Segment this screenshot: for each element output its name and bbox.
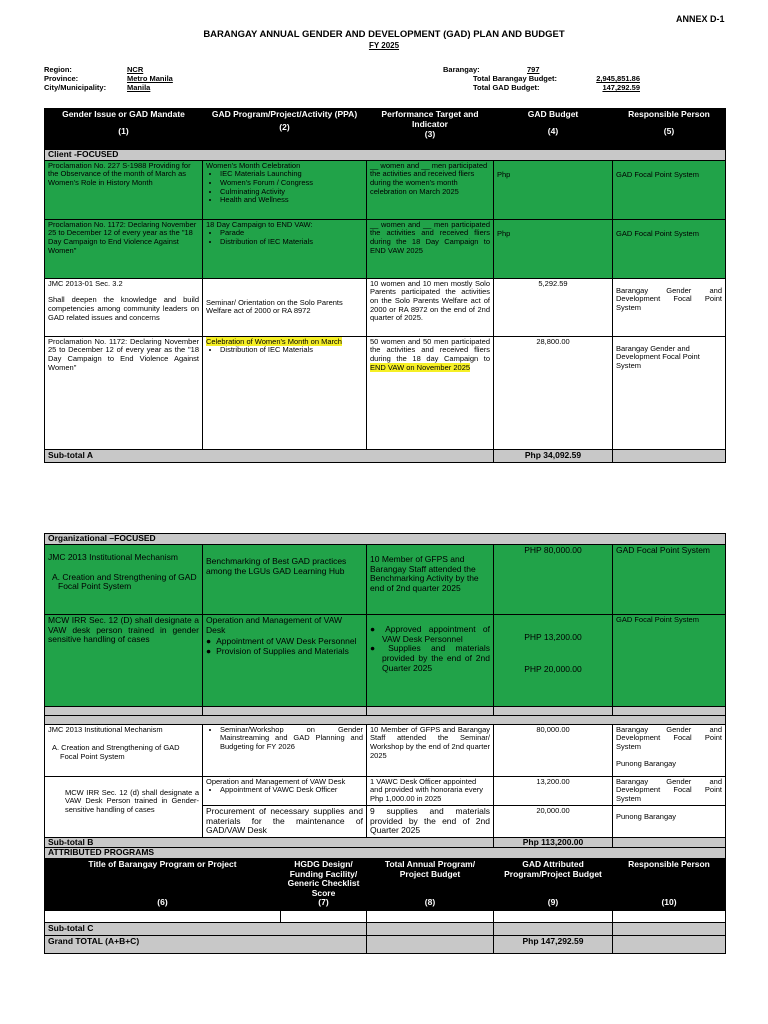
ppa-list: • Distribution of IEC Materials — [206, 346, 363, 355]
barangay-value: 797 — [527, 65, 540, 74]
subtotal-b-row: Sub-total B Php 113,200.00 — [45, 838, 726, 849]
table-row: Proclamation No. 1172: Declaring November 25 to December 12 of every year as the "18 Day Campaign to End Violence Against Women" Celebration of Women's Month on March • Distribution of IEC Materials 50 women and 50 men participated the activities and received fliers during the 18 day Campaign to END VAW on November 2025 28,800.00 Barangay Gender and Development Focal Point System — [45, 336, 726, 449]
table-row: Proclamation No. 1172: Declaring November 25 to December 12 of every year as the "18 Day Campaign to End Violence Against Women" 18 Day Campaign to END VAW: • Parade • Distribution of IEC Materials __ women and __ men participated the activities and received fliers during the 18 Day Campaign to END VAW 2025 Php GAD Focal Point System — [45, 219, 726, 278]
location-values — [127, 65, 173, 92]
organizational-focused-table — [44, 533, 726, 849]
header-ppa: GAD Program/Project/Activity (PPA) (2) — [203, 109, 367, 150]
location-labels: Region: Province: City/Municipality: — [44, 65, 107, 92]
ppa-list: • Seminar/Workshop on Gender Mainstreaming and GAD Planning and Budgeting for FY 2026 — [206, 726, 363, 752]
subtotal-a-row: Sub-total A Php 34,092.59 — [45, 449, 726, 462]
header-responsible: Responsible Person (5) — [613, 109, 726, 150]
barangay-label: Barangay: — [443, 65, 480, 74]
table-row: Procurement of necessary supplies and materials for the maintenance of GAD/VAW Desk 9 supplies and materials provided by the end of 2nd Quarter 2025 20,000.00 Punong Barangay — [45, 805, 726, 837]
province-value: Metro Manila — [127, 74, 173, 83]
ppa-list: ● Appointment of VAW Desk Personnel ● Provision of Supplies and Materials — [206, 637, 363, 657]
spacer-row — [45, 706, 726, 715]
table-row: MCW IRR Sec. 12 (D) shall designate a VAW desk person trained in gender sensitive handling of cases Operation and Management of VAW Desk ● Appointment of VAW Desk Personnel ● Provision of Supplies and Materials ● Approved appointment of VAW Desk Personnel ● Supplies and materials provided by the end of 2nd Quarter 2025 PHP 13,200.00 PHP 20,000.00 GAD Focal Point System — [45, 614, 726, 706]
budget-labels: Total Barangay Budget: Total GAD Budget: — [473, 74, 558, 92]
region-value: NCR — [127, 65, 144, 74]
table-row: Proclamation No. 227 S-1988 Providing for the Observance of the month of March as Women's Role in History Month Women's Month Celebration • IEC Materials Launching • Women's Forum / Congress • Culminating Activity • Health and Wellness __ women and __ men participated the activities and received fliers during the women's month celebration on March 2025 Php GAD Focal Point System — [45, 160, 726, 219]
ppa-list: • IEC Materials Launching • Women's Forum / Congress • Culminating Activity • Health and Wellness — [206, 170, 363, 205]
client-focused-table — [44, 108, 726, 463]
header-total-budget: Total Annual Program/ Project Budget (8) — [367, 858, 494, 910]
ppa-list: • Appointment of VAWC Desk Officer — [206, 786, 363, 795]
total-gad-budget: 147,292.59 — [602, 83, 640, 92]
document-title: BARANGAY ANNUAL GENDER AND DEVELOPMENT (GAD) PLAN AND BUDGET — [203, 29, 565, 40]
table-row — [45, 910, 726, 922]
subtotal-a-value: Php 34,092.59 — [494, 449, 613, 462]
total-barangay-budget: 2,945,851.86 — [596, 74, 640, 83]
header-target: Performance Target and Indicator (3) — [367, 109, 494, 150]
spacer-row — [45, 715, 726, 724]
header-budget: GAD Budget (4) — [494, 109, 613, 150]
table-header-row — [45, 109, 726, 150]
header-responsible: Responsible Person (10) — [613, 858, 726, 910]
target-list: ● Approved appointment of VAW Desk Personnel ● Supplies and materials provided by the end of 2nd Quarter 2025 — [370, 625, 490, 674]
table-row: JMC 2013 Institutional Mechanism A. Creation and Strengthening of GAD Focal Point System Benchmarking of Best GAD practices among the LGUs GAD Learning Hub 10 Member of GFPS and Barangay Staff attended the Benchmarking Activity by the end of 2nd quarter 2025 PHP 80,000.00 GAD Focal Point System — [45, 544, 726, 614]
subtotal-c-row: Sub-total C — [45, 922, 726, 935]
header-title: Title of Barangay Program or Project (6) — [45, 858, 281, 910]
grand-total-row: Grand TOTAL (A+B+C) Php 147,292.59 — [45, 935, 726, 953]
table-row: MCW IRR Sec. 12 (d) shall designate a VAW Desk Person trained in Gender-sensitive handling of cases Operation and Management of VAW Desk • Appointment of VAWC Desk Officer 1 VAWC Desk Officer appointed and provided with honoraria every Php 1,000.00 in 2025 13,200.00 Barangay Gender and Development Focal Point System — [45, 776, 726, 805]
city-value: Manila — [127, 83, 151, 92]
section-row: Organizational –FOCUSED — [45, 534, 726, 545]
subtotal-b-value: Php 113,200.00 — [494, 838, 613, 849]
header-hgdg: HGDG Design/ Funding Facility/ Generic Checklist Score (7) — [281, 858, 367, 910]
annex-label: ANNEX D-1 — [676, 14, 725, 24]
header-mandate: Gender Issue or GAD Mandate (1) — [45, 109, 203, 150]
attributed-programs-table — [44, 847, 726, 954]
table-row: JMC 2013 Institutional Mechanism A. Creation and Strengthening of GAD Focal Point System • Seminar/Workshop on Gender Mainstreaming and GAD Planning and Budgeting for FY 2026 10 Member of GFPS and Barangay Staff attended the Seminar/ Workshop by the end of 2nd quarter 2025 80,000.00 Barangay Gender and Development Focal Point System Punong Barangay — [45, 724, 726, 776]
section-row: ATTRIBUTED PROGRAMS — [45, 848, 726, 859]
fiscal-year: FY 2025 — [368, 41, 400, 50]
budget-values — [590, 74, 640, 92]
section-row: Client -FOCUSED — [45, 150, 726, 161]
table-row: JMC 2013-01 Sec. 3.2 Shall deepen the knowledge and build competencies among community leaders on GAD related issues and concerns Seminar/ Orientation on the Solo Parents Welfare act of 2000 or RA 8972 10 women and 10 men mostly Solo Parents participated the activities on the Solo Parents Welfare act of 2000 or RA 8972 on the end of 2nd quarter of 2025. 5,292.59 Barangay Gender and Development Focal Point System — [45, 278, 726, 336]
ppa-list: • Parade • Distribution of IEC Materials — [206, 229, 363, 246]
header-gad-attributed: GAD Attributed Program/Project Budget (9) — [494, 858, 613, 910]
grand-total-value: Php 147,292.59 — [494, 935, 613, 953]
table-header-row — [45, 858, 726, 910]
